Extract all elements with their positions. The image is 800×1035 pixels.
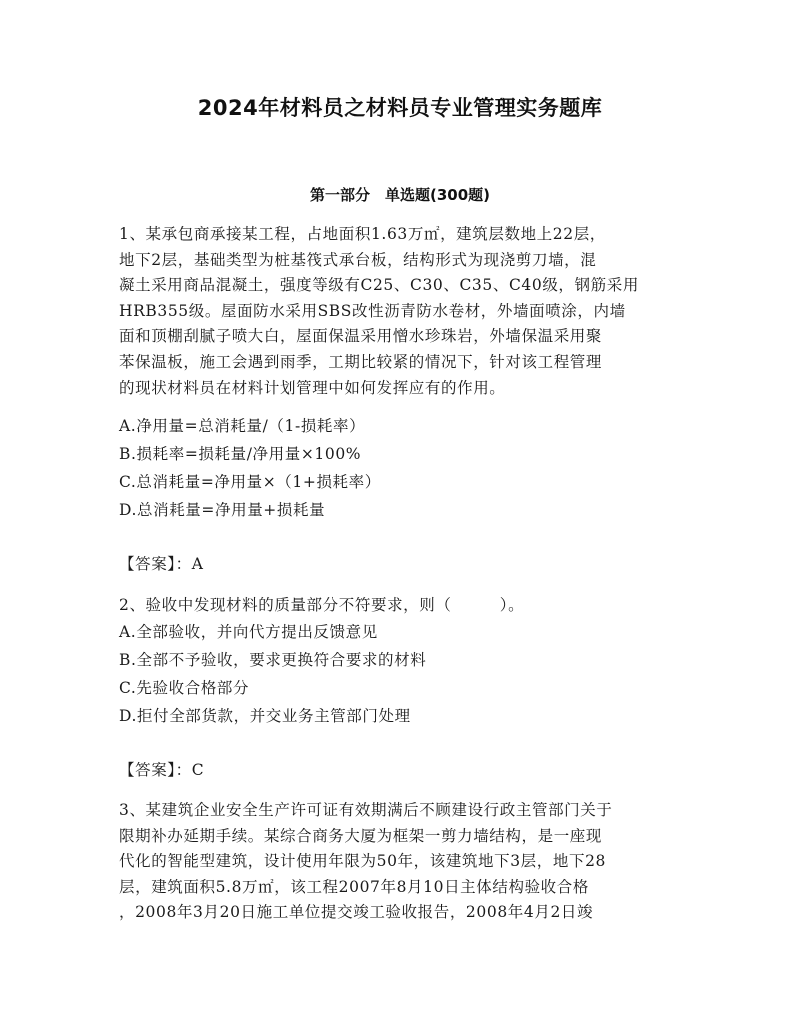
question-line: 地下2层，基础类型为桩基筏式承台板，结构形式为现浇剪刀墙，混 [119, 250, 597, 269]
question-line: HRB355级。屋面防水采用SBS改性沥青防水卷材，外墙面喷涂，内墙 [119, 301, 626, 320]
question-line: 凝土采用商品混凝土，强度等级有C25、C30、C35、C40级，钢筋采用 [119, 276, 639, 295]
question-line: 苯保温板，施工会遇到雨季，工期比较紧的情况下，针对该工程管理 [119, 352, 603, 371]
option-b: B.损耗率=损耗量/净用量×100% [119, 445, 362, 463]
question-line: 1、某承包商承接某工程，占地面积1.63万㎡，建筑层数地上22层， [119, 225, 606, 243]
question-2-options [119, 618, 689, 730]
document-title: 2024年材料员之材料员专业管理实务题库 [197, 96, 603, 120]
option-c: C.总消耗量=净用量×（1+损耗率） [119, 473, 381, 491]
question-line: ，2008年3月20日施工单位提交竣工验收报告，2008年4月2日竣 [119, 903, 594, 922]
option-d: D.拒付全部货款，并交业务主管部门处理 [119, 707, 411, 725]
question-1-answer [119, 552, 689, 574]
question-3-stem [119, 798, 689, 926]
section-heading: 第一部分 单选题(300题) [309, 186, 491, 204]
question-line: 代化的智能型建筑，设计使用年限为50年，该建筑地下3层，地下28 [119, 852, 607, 871]
question-line: 层，建筑面积5.8万㎡，该工程2007年8月10日主体结构验收合格 [119, 877, 589, 896]
question-2-answer [119, 758, 689, 780]
question-1-stem [119, 222, 689, 401]
question-line: 2、验收中发现材料的质量部分不符要求，则（ ）。 [119, 596, 525, 614]
option-b: B.全部不予验收，要求更换符合要求的材料 [119, 651, 427, 669]
question-2-stem [119, 593, 689, 619]
option-a: A.净用量=总消耗量/（1-损耗率） [119, 417, 366, 435]
question-1-options [119, 412, 689, 524]
question-line: 的现状材料员在材料计划管理中如何发挥应有的作用。 [119, 378, 506, 397]
answer-label: 【答案】：A [119, 555, 204, 573]
option-a: A.全部验收，并向代方提出反馈意见 [119, 623, 378, 641]
option-d: D.总消耗量=净用量+损耗量 [119, 501, 326, 519]
option-c: C.先验收合格部分 [119, 679, 250, 697]
answer-label: 【答案】：C [119, 761, 205, 779]
question-line: 限期补办延期手续。某综合商务大厦为框架一剪力墙结构，是一座现 [119, 826, 603, 845]
question-line: 面和顶棚刮腻子喷大白，屋面保温采用憎水珍珠岩，外墙保温采用聚 [119, 327, 603, 346]
question-line: 3、某建筑企业安全生产许可证有效期满后不顾建设行政主管部门关于 [119, 801, 613, 819]
